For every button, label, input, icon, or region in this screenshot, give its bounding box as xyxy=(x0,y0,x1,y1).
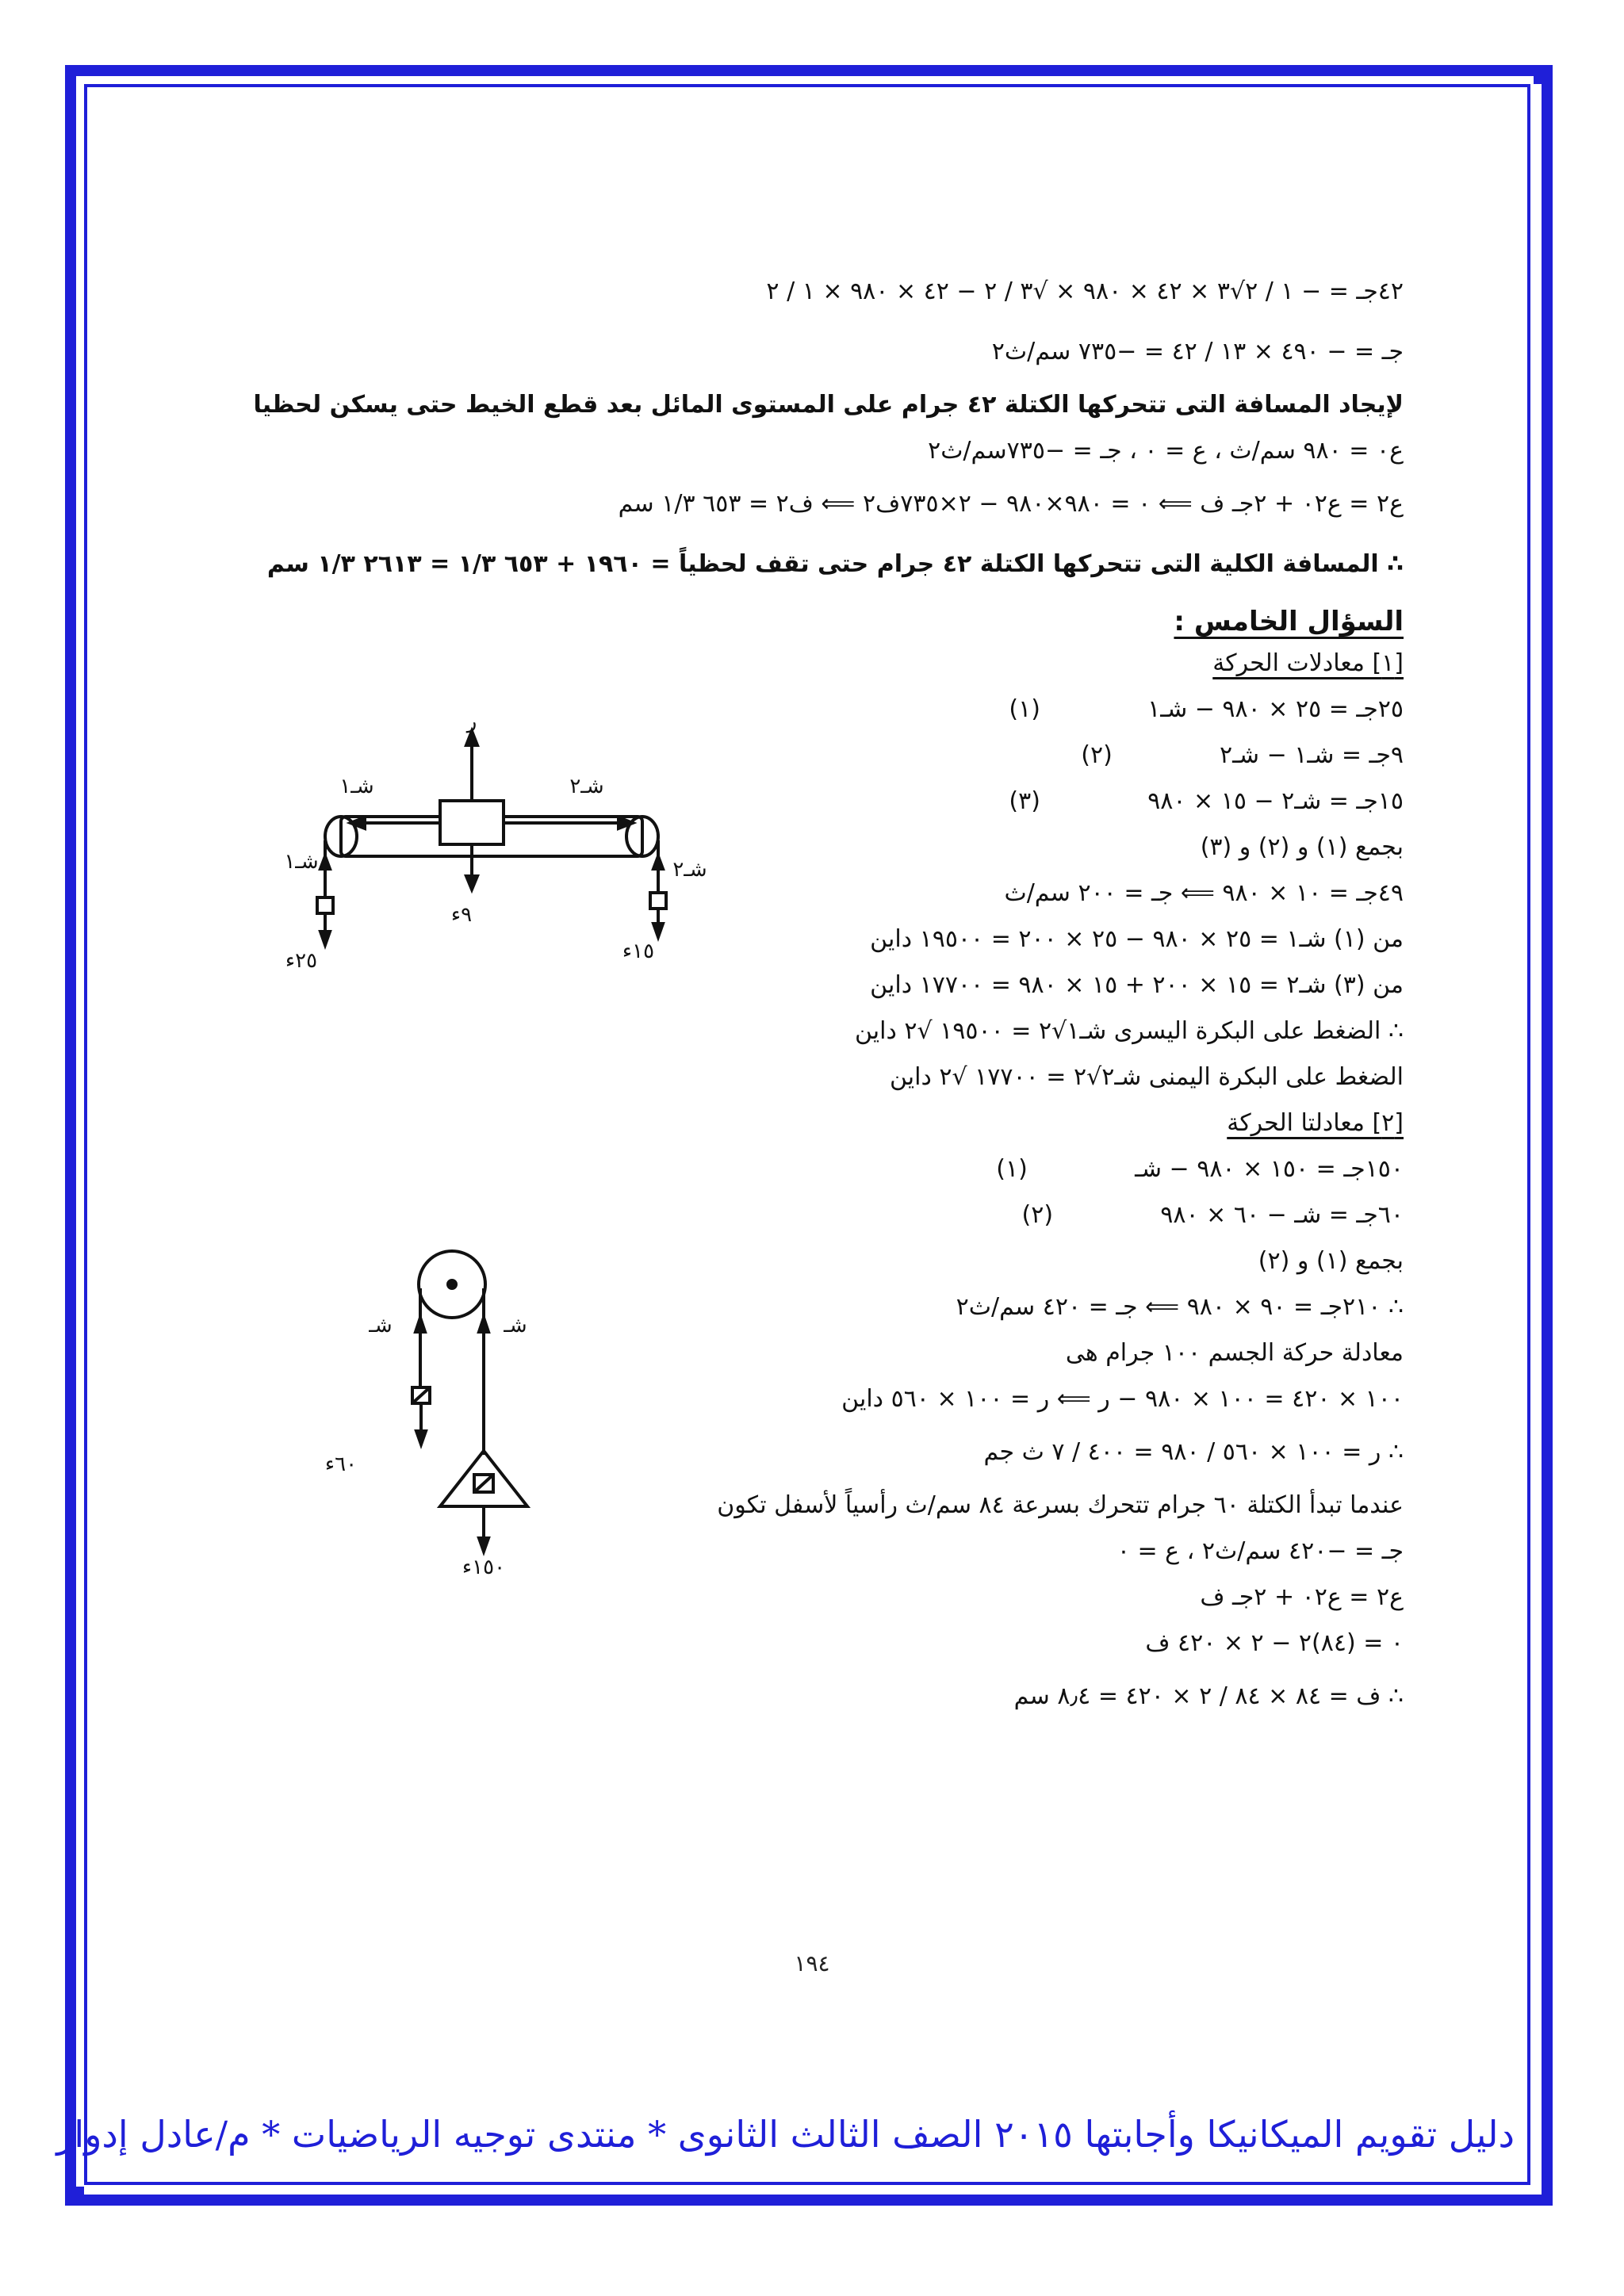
equation-line: ع٠ = ٩٨٠ سم/ث ، ع = ٠ ، جـ = −٧٣٥سم/ث٢ xyxy=(928,437,1404,465)
equation-line: ع٢ = ع٠٢ + ٢جـ ف xyxy=(1200,1583,1404,1612)
equation-line: ١٠٠ × ٤٢٠ = ١٠٠ × ٩٨٠ − ر ⟸ ر = ١٠٠ × ٥٦٠ داين xyxy=(841,1385,1404,1414)
equation-line: ١٥٠جـ = ١٥٠ × ٩٨٠ − شـ (١) xyxy=(996,1155,1404,1184)
equation-line: ∴ ٢١٠جـ = ٩٠ × ٩٨٠ ⟸ جـ = ٤٢٠ سم/ث٢ xyxy=(956,1293,1404,1322)
label-t-right: شـ xyxy=(504,1314,527,1337)
text-line: ∴ المسافة الكلية التى تتحركها الكتلة ٤٢ جرام حتى تقف لحظياً = ١٩٦٠ + ٦٥٣ ١/٣ = ٢٦١٣ ١/٣ سم xyxy=(266,550,1404,579)
label-r: ر xyxy=(466,714,477,733)
text-line: لإيجاد المسافة التى تتحركها الكتلة ٤٢ جرام على المستوى المائل بعد قطع الخيط حتى يسكن لحظيا xyxy=(253,391,1404,419)
label-mass-left: ٢٥ء xyxy=(285,949,318,973)
text-line: عندما تبدأ الكتلة ٦٠ جرام تتحرك بسرعة ٨٤ سم/ث رأسياً لأسفل تكون xyxy=(717,1491,1404,1520)
label-t2-side: شـ٢ xyxy=(672,858,707,882)
label-t1-side: شـ١ xyxy=(284,850,319,874)
equation-line: جـ = − ٤٩٠ × ١٣ / ٤٢ = −٧٣٥ سم/ث٢ xyxy=(991,338,1404,366)
text-line: الضغط على البكرة اليمنى شـ٢√٢ = ١٧٧٠٠ √٢ داين xyxy=(889,1063,1404,1092)
equation-line: ∴ ر = ١٠٠ × ٥٦٠ / ٩٨٠ = ٤٠٠ / ٧ ث جم xyxy=(983,1438,1404,1467)
equation-line: من (١) شـ١ = ٢٥ × ٩٨٠ − ٢٥ × ٢٠٠ = ١٩٥٠٠ داين xyxy=(870,925,1404,954)
text-line: بجمع (١) و (٢) و (٣) xyxy=(1200,833,1404,862)
label-mass-mid: ٩ء xyxy=(450,903,473,927)
subheading: [١] معادلات الحركة xyxy=(1212,649,1404,678)
equation-line: ٦٠جـ = شـ − ٦٠ × ٩٨٠ (٢) xyxy=(1021,1201,1404,1230)
single-pulley-diagram xyxy=(317,1237,587,1578)
corner-bottom-left xyxy=(65,2187,84,2206)
label-t2-top: شـ٢ xyxy=(569,775,604,798)
solution-content xyxy=(253,262,1404,2006)
label-mass-150: ١٥٠ء xyxy=(462,1556,506,1578)
equation-line: جـ = −٤٢٠ سم/ث٢ ، ع = ٠ xyxy=(1116,1537,1404,1566)
equation-line: ∴ ف = ٨٤ × ٨٤ / ٢ × ٤٢٠ = ٨٫٤ سم xyxy=(1013,1682,1404,1711)
subheading: [٢] معادلتا الحركة xyxy=(1227,1109,1404,1138)
corner-top-right xyxy=(1534,65,1553,84)
label-t1-top: شـ١ xyxy=(339,775,374,798)
equation-line: ع٢ = ع٠٢ + ٢جـ ف ⟸ ٠ = ٩٨٠×٩٨٠ − ٢×٧٣٥ف٢ ⟸ ف٢ = ٦٥٣ ١/٣ سم xyxy=(618,490,1404,519)
equation-line: ٢٥جـ = ٢٥ × ٩٨٠ − شـ١ (١) xyxy=(1009,695,1404,724)
text-line: بجمع (١) و (٢) xyxy=(1258,1247,1404,1276)
equation-line: من (٣) شـ٢ = ١٥ × ٢٠٠ + ١٥ × ٩٨٠ = ١٧٧٠٠ داين xyxy=(870,971,1404,1000)
equation-line: ٤٩جـ = ١٠ × ٩٨٠ ⟸ جـ = ٢٠٠ سم/ث xyxy=(1004,879,1404,908)
label-t-left: شـ xyxy=(369,1314,393,1337)
equation-line: ٠ = (٨٤)٢ − ٢ × ٤٢٠ ف xyxy=(1145,1629,1404,1658)
page-number: ١٩٤ xyxy=(794,1950,830,1976)
equation-line: ٤٢جـ = − ١ / ٢√٣ × ٤٢ × ٩٨٠ × √٣ / ٢ − ٤٢ × ٩٨٠ × ١ / ٢ xyxy=(766,277,1404,306)
label-mass-60: ٦٠ء xyxy=(324,1452,358,1476)
pulley-table-diagram xyxy=(238,714,730,983)
footer-banner: دليل تقويم الميكانيكا وأجابتها ٢٠١٥ الصف الثالث الثانوى * منتدى توجيه الرياضيات * م/عادل إدوار xyxy=(56,2113,1515,2156)
section-heading: السؤال الخامس : xyxy=(1174,605,1404,637)
text-line: ∴ الضغط على البكرة اليسرى شـ١√٢ = ١٩٥٠٠ √٢ داين xyxy=(854,1017,1404,1046)
label-mass-right: ١٥ء xyxy=(622,939,655,963)
equation-line: ٩جـ = شـ١ − شـ٢ (٢) xyxy=(1081,741,1404,770)
text-line: معادلة حركة الجسم ١٠٠ جرام هى xyxy=(1065,1339,1404,1368)
equation-line: ١٥جـ = شـ٢ − ١٥ × ٩٨٠ (٣) xyxy=(1009,787,1404,816)
